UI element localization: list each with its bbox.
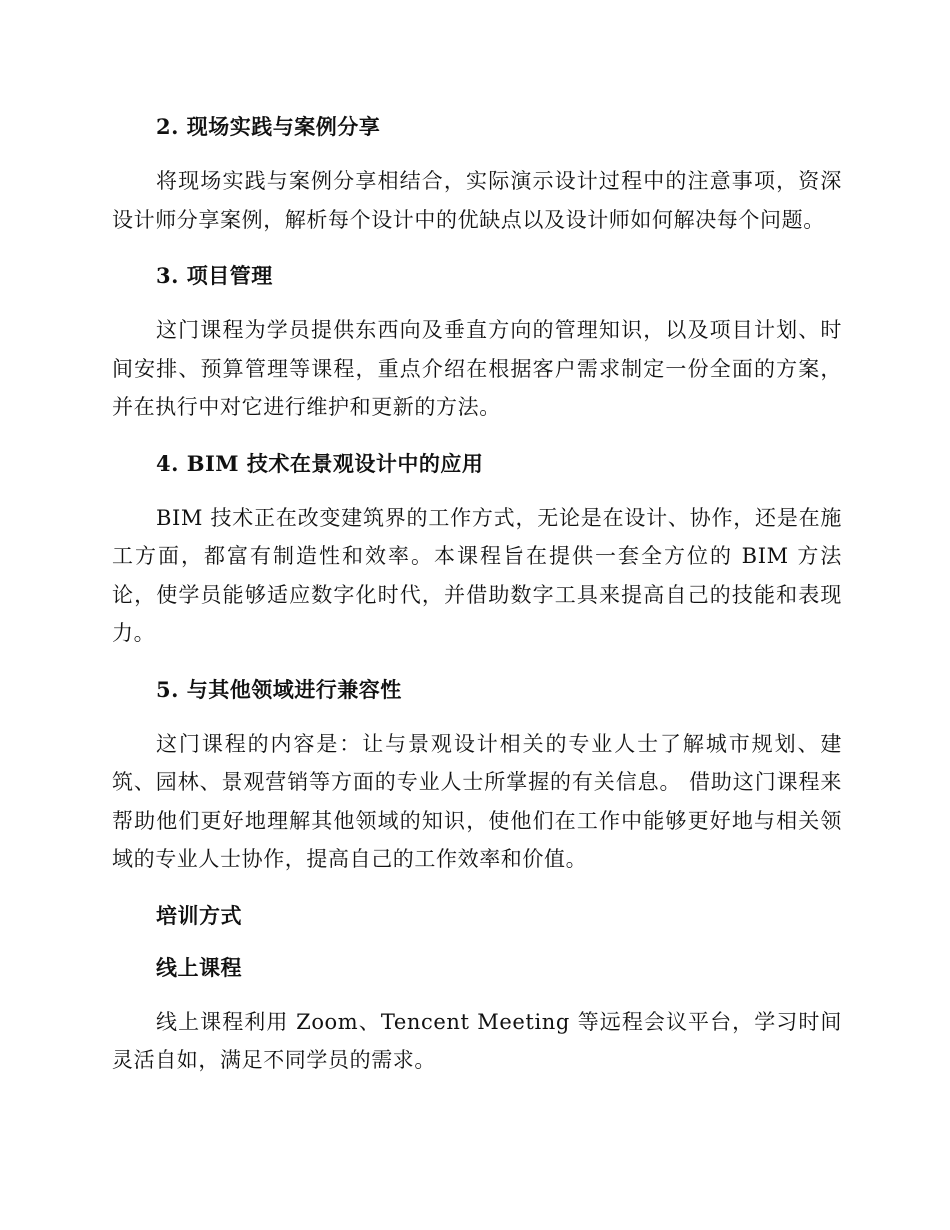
document-content <box>112 110 842 1080</box>
section-paragraph-5: 这门课程的内容是：让与景观设计相关的专业人士了解城市规划、建筑、园林、景观营销等方面的专业人士所掌握的有关信息。 借助这门课程来帮助他们更好地理解其他领域的知识，使他们在工作中能够更好地与相关领域的专业人士协作，提高自己的工作效率和价值。 <box>112 731 842 871</box>
section-heading-4: 4. BIM 技术在景观设计中的应用 <box>156 450 484 476</box>
section-paragraph-4: BIM 技术正在改变建筑界的工作方式，无论是在设计、协作，还是在施工方面，都富有制造性和效率。本课程旨在提供一套全方位的 BIM 方法论，使学员能够适应数字化时代，并借助数字工具来提高自己的技能和表现力。 <box>112 505 842 645</box>
section-paragraph-2: 将现场实践与案例分享相结合，实际演示设计过程中的注意事项，资深设计师分享案例，解析每个设计中的优缺点以及设计师如何解决每个问题。 <box>112 169 842 232</box>
online-course-heading: 线上课程 <box>156 954 242 980</box>
section-paragraph-3: 这门课程为学员提供东西向及垂直方向的管理知识，以及项目计划、时间安排、预算管理等课程，重点介绍在根据客户需求制定一份全面的方案，并在执行中对它进行维护和更新的方法。 <box>112 318 842 419</box>
section-heading-2: 2. 现场实践与案例分享 <box>156 114 381 139</box>
section-heading-3: 3. 项目管理 <box>156 263 273 288</box>
training-heading: 培训方式 <box>156 902 242 928</box>
section-heading-5: 5. 与其他领域进行兼容性 <box>156 676 402 702</box>
online-course-paragraph: 线上课程利用 Zoom、Tencent Meeting 等远程会议平台，学习时间灵活自如，满足不同学员的需求。 <box>112 1009 842 1072</box>
